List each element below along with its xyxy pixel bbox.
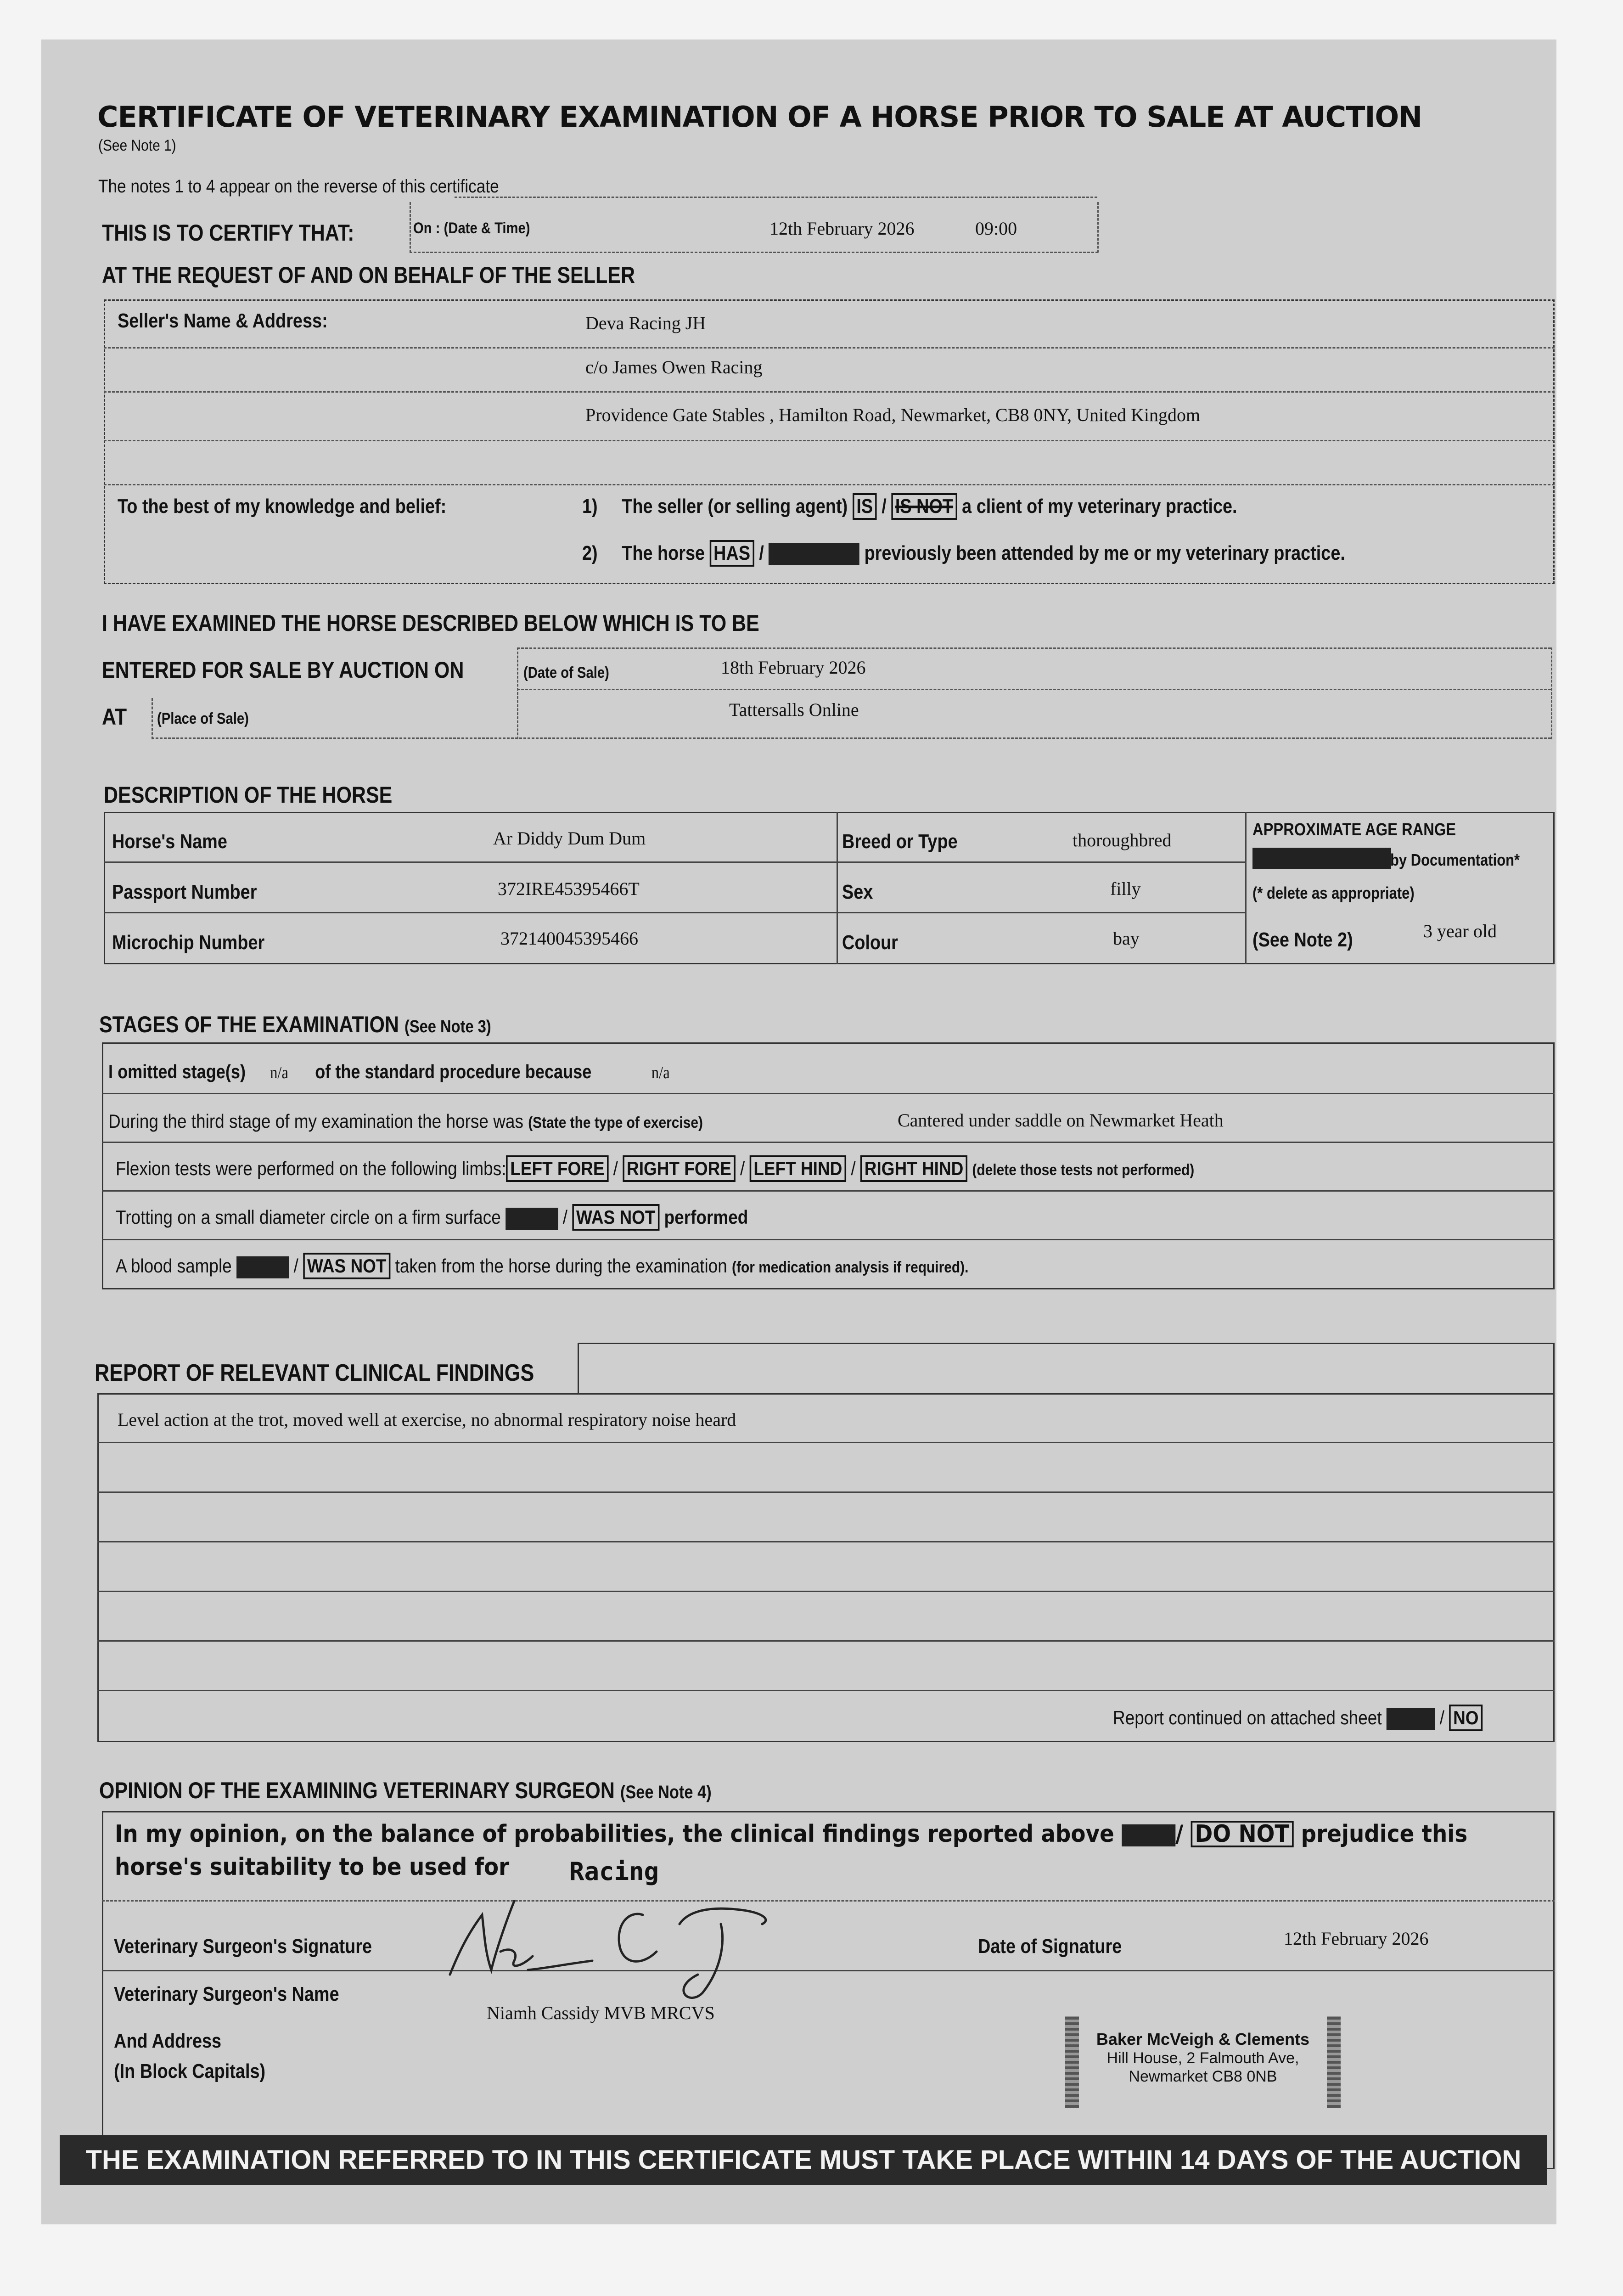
age-see-note-2: (See Note 2)	[1252, 929, 1353, 951]
blood-was-not: WAS NOT	[303, 1253, 390, 1279]
age-delete-note: (* delete as appropriate)	[1252, 884, 1415, 902]
redaction-mark	[1122, 1824, 1175, 1846]
redaction-mark	[1252, 848, 1391, 869]
block-capitals-label: (In Block Capitals)	[114, 2060, 266, 2082]
report-continued-row: Report continued on attached sheet / NO	[1113, 1705, 1483, 1731]
limb-right-hind: RIGHT HIND	[860, 1155, 967, 1182]
opinion-do-not: DO NOT	[1191, 1821, 1294, 1847]
entered-label: ENTERED FOR SALE BY AUCTION ON	[102, 657, 464, 683]
breed: thoroughbred	[1073, 830, 1172, 850]
address-label: And Address	[114, 2030, 222, 2052]
horse-name-label: Horse's Name	[112, 830, 227, 853]
seller-label: Seller's Name & Address:	[118, 310, 328, 332]
is-option: IS	[853, 493, 877, 520]
breed-label: Breed or Type	[842, 830, 958, 853]
seller-care-of: c/o James Owen Racing	[585, 357, 763, 377]
passport-label: Passport Number	[112, 881, 257, 903]
flexion-row: Flexion tests were performed on the following limbs: LEFT FORE / RIGHT FORE / LEFT HIND / RIGHT HIND (delete those tests not performed)	[116, 1155, 1194, 1182]
place-of-sale: Tattersalls Online	[729, 699, 859, 720]
opinion-statement: In my opinion, on the balance of probabilities, the clinical findings reported above / DO NOT prejudice this	[115, 1820, 1468, 1848]
knowledge-label: To the best of my knowledge and belief:	[118, 495, 447, 518]
has-option: HAS	[710, 540, 754, 567]
at-label: AT	[102, 704, 127, 730]
third-stage-row: During the third stage of my examination the horse was (State the type of exercise)	[108, 1110, 703, 1132]
age-range-heading: APPROXIMATE AGE RANGE	[1252, 820, 1456, 839]
certify-label: THIS IS TO CERTIFY THAT:	[102, 220, 354, 246]
certificate-title: CERTIFICATE OF VETERINARY EXAMINATION OF A HORSE PRIOR TO SALE AT AUCTION	[97, 100, 1422, 134]
redaction-mark	[1387, 1708, 1435, 1730]
approximate-age: 3 year old	[1423, 921, 1497, 941]
place-of-sale-label: (Place of Sale)	[157, 710, 249, 727]
colour-label: Colour	[842, 931, 898, 954]
microchip-number: 372140045395466	[500, 928, 638, 949]
statement-1: 1) The seller (or selling agent) IS / IS NOT a client of my veterinary practice.	[582, 493, 1237, 520]
is-not-option-struck: IS NOT	[891, 493, 957, 520]
date-of-signature-label: Date of Signature	[978, 1935, 1122, 1958]
microchip-label: Microchip Number	[112, 931, 265, 954]
sex-label: Sex	[842, 881, 873, 903]
examined-heading: I HAVE EXAMINED THE HORSE DESCRIBED BELOW WHICH IS TO BE	[102, 610, 759, 636]
continued-no: NO	[1449, 1705, 1483, 1731]
practice-stamp	[1065, 2016, 1341, 2108]
limb-left-fore: LEFT FORE	[506, 1155, 608, 1182]
footer-notice: THE EXAMINATION REFERRED TO IN THIS CERTIFICATE MUST TAKE PLACE WITHIN 14 DAYS OF THE AUCTION	[60, 2135, 1547, 2185]
date-of-signature: 12th February 2026	[1284, 1928, 1429, 1949]
age-by-documentation: by Documentation*	[1390, 850, 1520, 869]
horse-name: Ar Diddy Dum Dum	[493, 828, 646, 849]
vet-name: Niamh Cassidy MVB MRCVS	[487, 2003, 715, 2023]
stages-heading: STAGES OF THE EXAMINATION (See Note 3)	[99, 1012, 491, 1037]
date-of-sale-label: (Date of Sale)	[523, 664, 609, 681]
trotting-was-not: WAS NOT	[572, 1204, 659, 1231]
redaction-mark	[236, 1256, 289, 1278]
practice-name: Baker McVeigh & Clements	[1096, 2030, 1310, 2048]
limb-left-hind: LEFT HIND	[750, 1155, 847, 1182]
colour: bay	[1113, 928, 1140, 949]
request-heading: AT THE REQUEST OF AND ON BEHALF OF THE SELLER	[102, 262, 635, 288]
vet-name-label: Veterinary Surgeon's Name	[114, 1983, 339, 2005]
passport-number: 372IRE45395466T	[498, 878, 640, 899]
sex: filly	[1110, 878, 1141, 899]
redaction-mark	[505, 1208, 558, 1230]
horse-description-heading: DESCRIPTION OF THE HORSE	[104, 782, 393, 808]
practice-address-1: Hill House, 2 Falmouth Ave,	[1106, 2049, 1299, 2067]
exercise-type: Cantered under saddle on Newmarket Heath	[898, 1110, 1224, 1131]
limb-right-fore: RIGHT FORE	[623, 1155, 736, 1182]
practice-address-2: Newmarket CB8 0NB	[1129, 2068, 1277, 2085]
exam-date: 12th February 2026	[769, 218, 915, 239]
signature-label: Veterinary Surgeon's Signature	[114, 1935, 372, 1958]
seller-name: Deva Racing JH	[585, 313, 706, 333]
exam-time: 09:00	[975, 218, 1017, 239]
report-heading: REPORT OF RELEVANT CLINICAL FINDINGS	[95, 1360, 534, 1386]
statement-2: 2) The horse HAS / previously been attended by me or my veterinary practice.	[582, 540, 1345, 567]
vet-signature	[441, 1883, 817, 2002]
date-of-sale: 18th February 2026	[721, 657, 866, 678]
blood-sample-row: A blood sample / WAS NOT taken from the horse during the examination (for medication analysis if required).	[116, 1253, 968, 1279]
omitted-row: I omitted stage(s) n/a of the standard procedure because n/a	[108, 1061, 670, 1082]
intended-use: Racing	[569, 1857, 659, 1886]
see-note-1: (See Note 1)	[98, 137, 176, 154]
on-date-time-label: On : (Date & Time)	[413, 219, 530, 237]
trotting-row: Trotting on a small diameter circle on a firm surface / WAS NOT performed	[116, 1204, 748, 1231]
report-heading-box	[578, 1343, 1555, 1394]
opinion-suitability: horse's suitability to be used for	[115, 1853, 510, 1881]
notes-line: The notes 1 to 4 appear on the reverse of this certificate	[98, 176, 499, 197]
opinion-heading: OPINION OF THE EXAMINING VETERINARY SURGEON (See Note 4)	[99, 1778, 712, 1803]
seller-address: Providence Gate Stables , Hamilton Road, Newmarket, CB8 0NY, United Kingdom	[585, 405, 1201, 425]
clinical-finding: Level action at the trot, moved well at exercise, no abnormal respiratory noise heard	[118, 1409, 736, 1430]
redaction-mark	[769, 543, 859, 565]
